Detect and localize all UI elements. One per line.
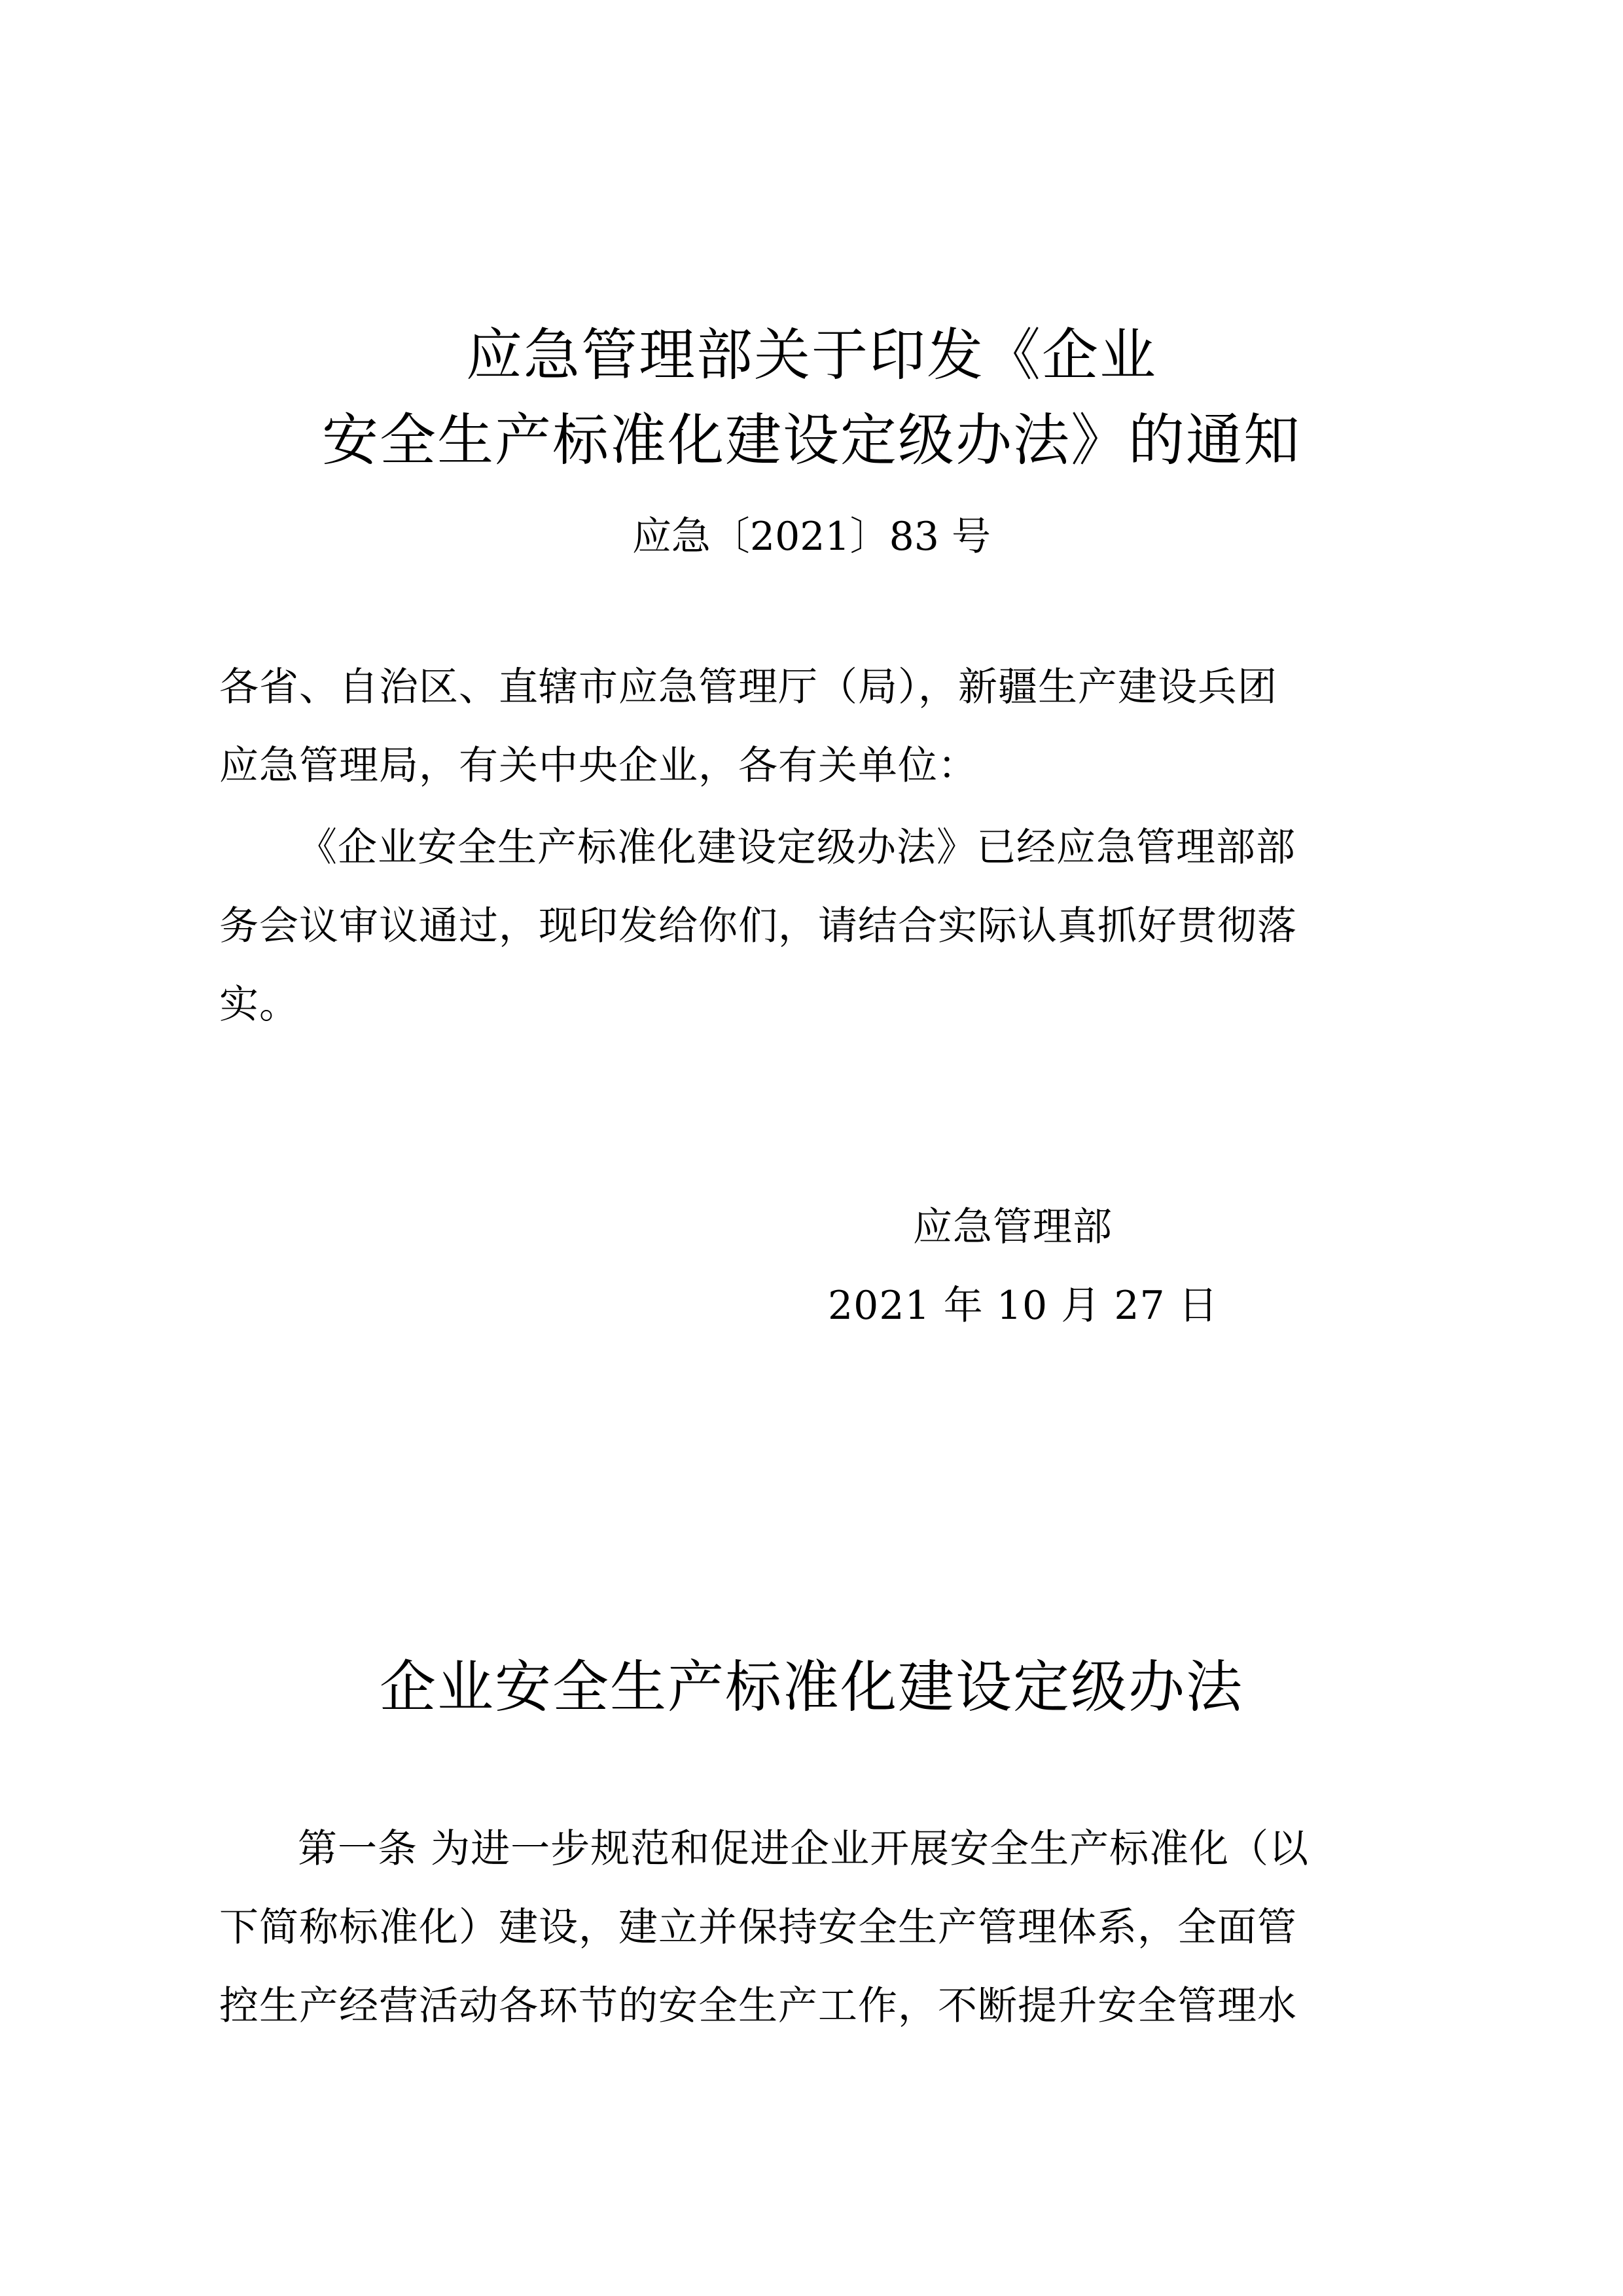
addressee-line-2: 应急管理局，有关中央企业，各有关单位： xyxy=(219,743,978,789)
signature-organization: 应急管理部 xyxy=(913,1204,1113,1250)
notice-body-line-3: 实。 xyxy=(219,982,299,1028)
article-1-line-1: 第一条 为进一步规范和促进企业开展安全生产标准化（以 xyxy=(298,1826,1310,1872)
notice-body-line-1: 《企业安全生产标准化建设定级办法》已经应急管理部部 xyxy=(298,825,1296,870)
signature-date: 2021 年 10 月 27 日 xyxy=(828,1283,1219,1329)
article-1-line-2: 下简称标准化）建设，建立并保持安全生产管理体系，全面管 xyxy=(219,1905,1297,1950)
regulation-title: 企业安全生产标准化建设定级办法 xyxy=(380,1655,1243,1720)
article-1-line-3: 控生产经营活动各环节的安全生产工作，不断提升安全管理水 xyxy=(219,1983,1297,2029)
addressee-line-1: 各省、自治区、直辖市应急管理厅（局），新疆生产建设兵团 xyxy=(219,664,1277,710)
notice-title-line-2: 安全生产标准化建设定级办法》的通知 xyxy=(322,408,1301,473)
notice-title-line-1: 应急管理部关于印发《企业 xyxy=(466,323,1157,388)
notice-body-line-2: 务会议审议通过，现印发给你们，请结合实际认真抓好贯彻落 xyxy=(219,903,1297,949)
document-number: 应急〔2021〕83 号 xyxy=(632,514,991,560)
